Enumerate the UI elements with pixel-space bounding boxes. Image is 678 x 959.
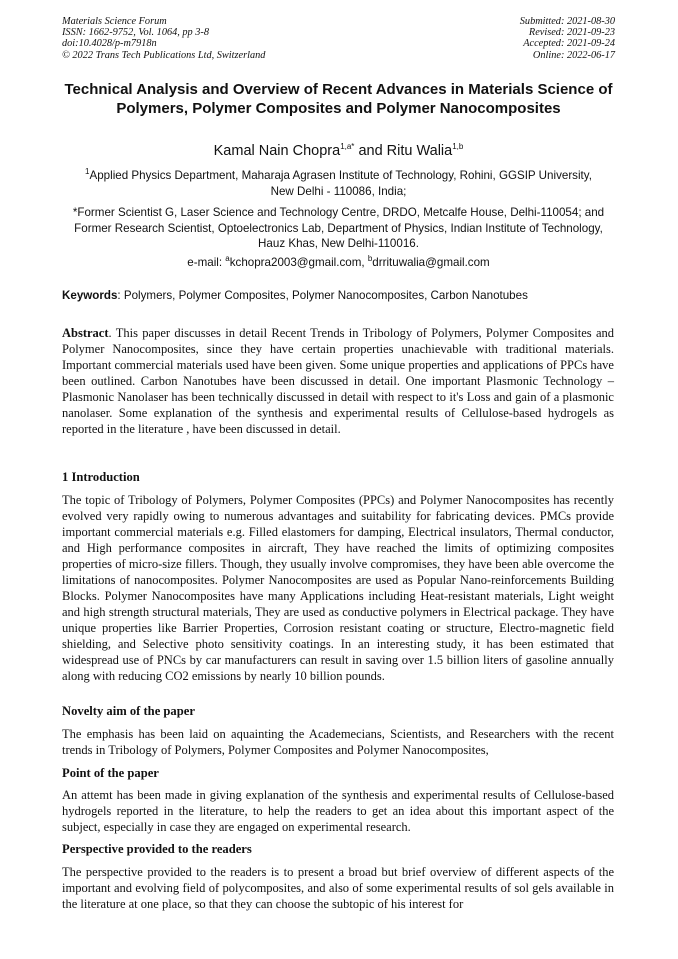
point-paragraph: An attemt has been made in giving explanation of the synthesis and experimental results of Cellulose-based hydrogels reported in the literature, to help the readers to get an idea about this important aspect of the subject, especially in case they are engaged on experimental research. [62,788,614,834]
abstract-label: Abstract [62,326,109,340]
affiliation-1-mark: 1 [85,167,90,177]
section-heading-introduction: 1 Introduction [62,470,140,484]
section-heading-novelty: Novelty aim of the paper [62,704,195,718]
author-1: Kamal Nain Chopra [213,143,341,159]
email-a[interactable]: kchopra2003@gmail.com, [229,256,368,269]
author-2-affiliation: 1,b [452,142,464,152]
journal-name: Materials Science Forum [62,16,167,27]
journal-issn: ISSN: 1662-9752, Vol. 1064, pp 3-8 [62,27,210,39]
author-2: Ritu Walia [386,143,453,159]
email-a-mark: a [225,254,230,264]
submission-dates [520,16,615,61]
section-heading-perspective: Perspective provided to the readers [62,842,252,856]
journal-copyright: © 2022 Trans Tech Publications Ltd, Switzerland [62,49,266,61]
keywords-text: : Polymers, Polymer Composites, Polymer Nanocomposites, Carbon Nanotubes [117,289,528,302]
keywords [62,289,617,302]
journal-doi: doi:10.4028/p-m7918n [62,38,157,50]
author-1-affiliation: 1,a* [340,142,355,152]
email-prefix: e-mail: [187,256,226,269]
paper-title: Technical Analysis and Overview of Recent Advances in Materials Science of Polymers, Polymer Composites and Polymer Nanocomposites [64,81,613,117]
email-line [72,255,605,271]
author-conjunction: and [354,143,387,159]
novelty-paragraph: The emphasis has been laid on aquainting the Academecians, Scientists, and Researchers with the recent trends in Tribology of Polymers, Polymer Composites and Polymer Nanocomposites, [62,727,614,757]
journal-info [62,16,265,61]
affiliation-2: *Former Scientist G, Laser Science and Technology Centre, DRDO, Metcalfe House, Delhi-110054; and Former Research Scientist, Optoelectronics Lab, Department of Physics, Indian Institute of Technology, Hauz Khas, New Delhi-110016. [72,206,605,250]
section-heading-point: Point of the paper [62,766,159,780]
introduction-paragraph: The topic of Tribology of Polymers, Polymer Composites (PPCs) and Polymer Nanocomposites has recently evolved very rapidly owing to numerous advantages and suitability for fabricating devices. PMCs provide important commercial materials e.g. Filled elastomers for damping, Electrical insulators, Thermal conductor, and High performance composites in aircraft, They have reached the limits of optimizing composites properties of micro-size fillers. Though, they usually involve compromises, they have been able overcome the limitations of nanocomposites. Polymer Nanocomposites are used as Popular Nano-reinforcements Building Blocks. Polymer Nanocomposites have many Applications including Heat-resistant materials, Light weight and high strength structural materials, They are used as conductive polymers in Electrical package. They have unique properties like Barrier Properties, Corrosion resistant coating or structure, Electro-magnetic field shielding, and Selective photo sensitivity coatings. In an interesting study, it has been estimated that widespread use of PNCs by car manufacturers can result in saving over 1.5 billion liters of gasoline annually along with reducing CO2 emissions by nearly 10 billion pounds. [62,493,614,683]
affiliation-1 [72,168,605,199]
date-revised: Revised: 2021-09-23 [528,27,615,39]
date-accepted: Accepted: 2021-09-24 [523,38,615,50]
keywords-label: Keywords [62,289,118,302]
abstract [62,325,614,437]
date-submitted: Submitted: 2021-08-30 [519,16,615,27]
affiliation-1-text: Applied Physics Department, Maharaja Agrasen Institute of Technology, Rohini, GGSIP University, New Delhi - 110086, India; [89,169,592,198]
author-line [62,143,615,159]
email-b[interactable]: drrituwalia@gmail.com [372,256,490,269]
perspective-paragraph: The perspective provided to the readers is to present a broad but brief overview of different aspects of the important and evolving field of polycomposites, and also of some experimental results of sol gels available in the literature at one place, so that they can choose the subtopic of his interest for [62,865,614,911]
abstract-text: . This paper discusses in detail Recent Trends in Tribology of Polymers, Polymer Composites and Polymer Nanocomposites, since they have certain properties unachievable with traditional materials. Important commercial materials used have been given. Some unique properties and applications of PPCs have been outlined. Carbon Nanotubes have been discussed in detail. One important Plasmonic Technology – Plasmonic Nanolaser has been technically discussed in detail with respect to it's Loss and gain of a plasmonic nanolaser. Some explanation of the synthesis and experimental results of Cellulose-based hydrogels as reported in the literature , have been discussed in detail. [62,326,614,436]
date-online: Online: 2022-06-17 [532,49,615,61]
email-b-mark: b [367,254,373,264]
